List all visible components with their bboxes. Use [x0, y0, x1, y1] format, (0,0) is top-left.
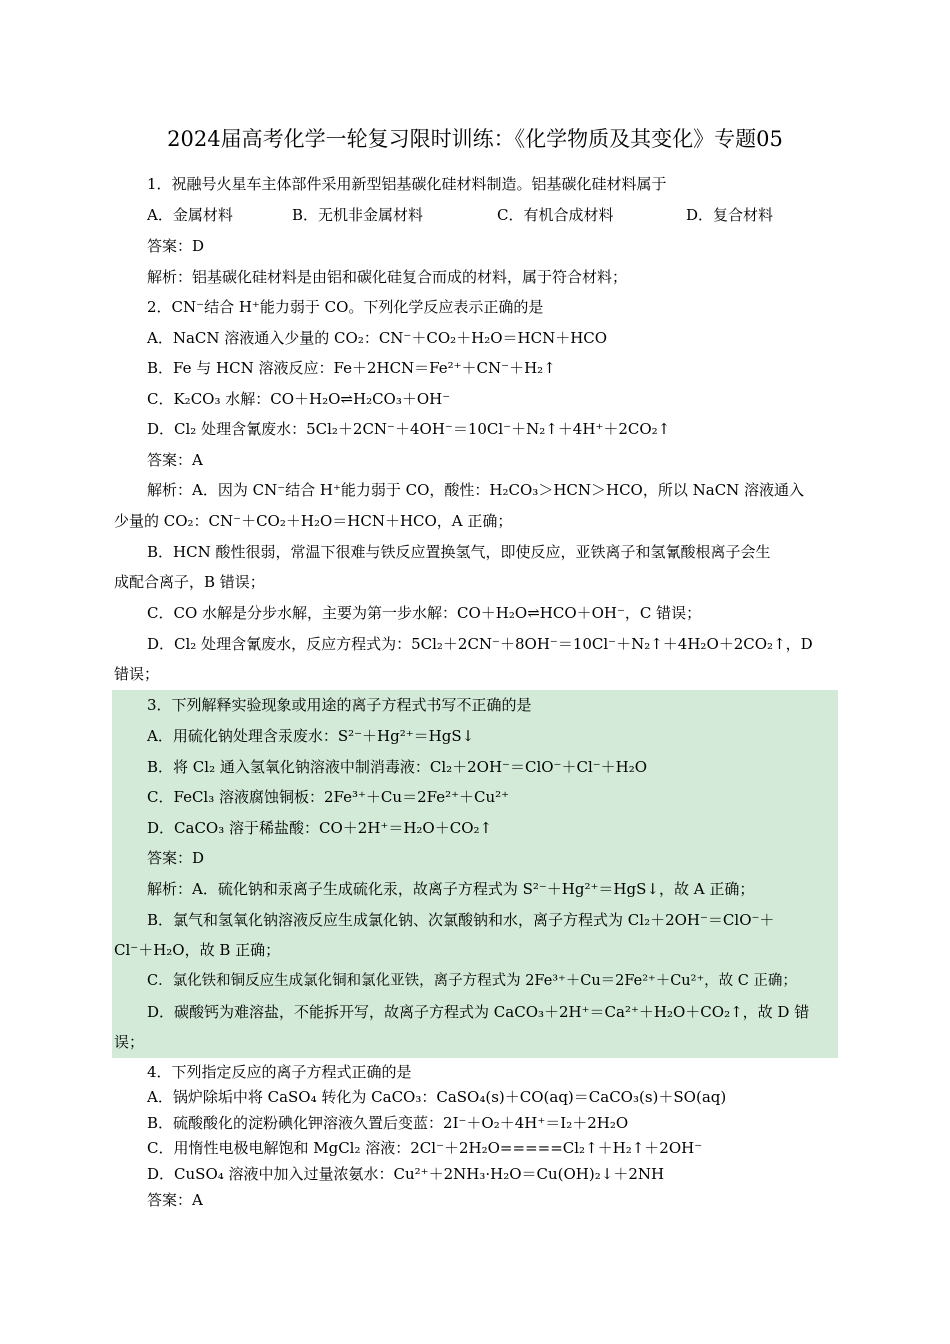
question-2-option-a: A．NaCN 溶液通入少量的 CO₂：CN⁻＋CO₂＋H₂O＝HCN＋HCO [147, 329, 608, 347]
question-1-option-b: B．无机非金属材料 [292, 206, 424, 224]
question-1-option-a: A．金属材料 [147, 206, 233, 224]
question-3-analysis-line-5: D．碳酸钙为难溶盐，不能拆开写，故离子方程式为 CaCO₃＋2H⁺＝Ca²⁺＋H₂O＋CO₂↑，故 D 错 [147, 1003, 810, 1021]
question-2-analysis-line-6: D．Cl₂ 处理含氰废水，反应方程式为：5Cl₂＋2CN⁻＋8OH⁻＝10Cl⁻＋N₂↑＋4H₂O＋2CO₂↑，D [147, 635, 813, 653]
question-2-analysis-line-7: 错误； [114, 665, 160, 683]
question-3-option-a: A．用硫化钠处理含汞废水：S²⁻＋Hg²⁺＝HgS↓ [147, 727, 475, 745]
question-3-analysis-line-6: 误； [114, 1033, 145, 1051]
question-4-stem: 4．下列指定反应的离子方程式正确的是 [147, 1063, 412, 1081]
question-3-option-d: D．CaCO₃ 溶于稀盐酸：CO＋2H⁺＝H₂O＋CO₂↑ [147, 819, 493, 837]
question-1-option-c: C．有机合成材料 [497, 206, 614, 224]
question-4-option-b: B．硫酸酸化的淀粉碘化钾溶液久置后变蓝：2I⁻＋O₂＋4H⁺＝I₂＋2H₂O [147, 1114, 629, 1132]
question-4-option-c: C．用惰性电极电解饱和 MgCl₂ 溶液：2Cl⁻＋2H₂O=====Cl₂↑＋H₂↑＋2OH⁻ [147, 1139, 703, 1157]
question-2-stem: 2．CN⁻结合 H⁺能力弱于 CO。下列化学反应表示正确的是 [147, 298, 544, 316]
question-2-analysis-line-5: C．CO 水解是分步水解，主要为第一步水解：CO＋H₂O⇌HCO＋OH⁻，C 错误； [147, 604, 702, 622]
question-2-answer: 答案：A [147, 451, 203, 469]
question-2-option-d: D．Cl₂ 处理含氰废水：5Cl₂＋2CN⁻＋4OH⁻＝10Cl⁻＋N₂↑＋4H⁺＋2CO₂↑ [147, 420, 671, 438]
question-1-stem: 1．祝融号火星车主体部件采用新型铝基碳化硅材料制造。铝基碳化硅材料属于 [147, 175, 667, 193]
question-2-analysis-line-1: 解析：A．因为 CN⁻结合 H⁺能力弱于 CO，酸性：H₂CO₃＞HCN＞HCO，所以 NaCN 溶液通入 [147, 481, 805, 499]
question-1-option-d: D．复合材料 [686, 206, 774, 224]
question-4-option-d: D．CuSO₄ 溶液中加入过量浓氨水：Cu²⁺＋2NH₃·H₂O＝Cu(OH)₂↓＋2NH [147, 1165, 665, 1183]
question-2-analysis-line-4: 成配合离子，B 错误； [114, 573, 265, 591]
question-1-answer: 答案：D [147, 237, 205, 255]
question-2-analysis-line-2: 少量的 CO₂：CN⁻＋CO₂＋H₂O＝HCN＋HCO，A 正确； [114, 512, 513, 530]
page-title: 2024届高考化学一轮复习限时训练：《化学物质及其变化》专题05 [167, 127, 783, 151]
question-3-stem: 3．下列解释实验现象或用途的离子方程式书写不正确的是 [147, 696, 532, 714]
question-4-answer: 答案：A [147, 1191, 203, 1209]
question-3-analysis-line-3: Cl⁻＋H₂O，故 B 正确； [114, 941, 281, 959]
question-2-analysis-line-3: B．HCN 酸性很弱，常温下很难与铁反应置换氢气，即使反应，亚铁离子和氢氰酸根离子会生 [147, 543, 771, 561]
question-3-analysis-line-1: 解析：A．硫化钠和汞离子生成硫化汞，故离子方程式为 S²⁻＋Hg²⁺＝HgS↓，故 A 正确； [147, 880, 755, 898]
question-2-option-c: C．K₂CO₃ 水解：CO＋H₂O⇌H₂CO₃＋OH⁻ [147, 390, 451, 408]
question-3-option-b: B．将 Cl₂ 通入氢氧化钠溶液中制消毒液：Cl₂＋2OH⁻＝ClO⁻＋Cl⁻＋H₂O [147, 758, 648, 776]
question-3-answer: 答案：D [147, 849, 205, 867]
question-1-analysis: 解析：铝基碳化硅材料是由铝和碳化硅复合而成的材料，属于符合材料； [147, 268, 628, 286]
question-3-analysis-line-4: C．氯化铁和铜反应生成氯化铜和氯化亚铁，离子方程式为 2Fe³⁺＋Cu＝2Fe²⁺＋Cu²⁺，故 C 正确； [147, 973, 797, 989]
question-3-analysis-line-2: B．氯气和氢氧化钠溶液反应生成氯化钠、次氯酸钠和水，离子方程式为 Cl₂＋2OH⁻＝ClO⁻＋ [147, 911, 775, 929]
question-2-option-b: B．Fe 与 HCN 溶液反应：Fe＋2HCN＝Fe²⁺＋CN⁻＋H₂↑ [147, 359, 556, 377]
question-3-option-c: C．FeCl₃ 溶液腐蚀铜板：2Fe³⁺＋Cu＝2Fe²⁺＋Cu²⁺ [147, 788, 510, 806]
question-4-option-a: A．锅炉除垢中将 CaSO₄ 转化为 CaCO₃：CaSO₄(s)＋CO(aq)＝CaCO₃(s)＋SO(aq) [147, 1088, 727, 1106]
